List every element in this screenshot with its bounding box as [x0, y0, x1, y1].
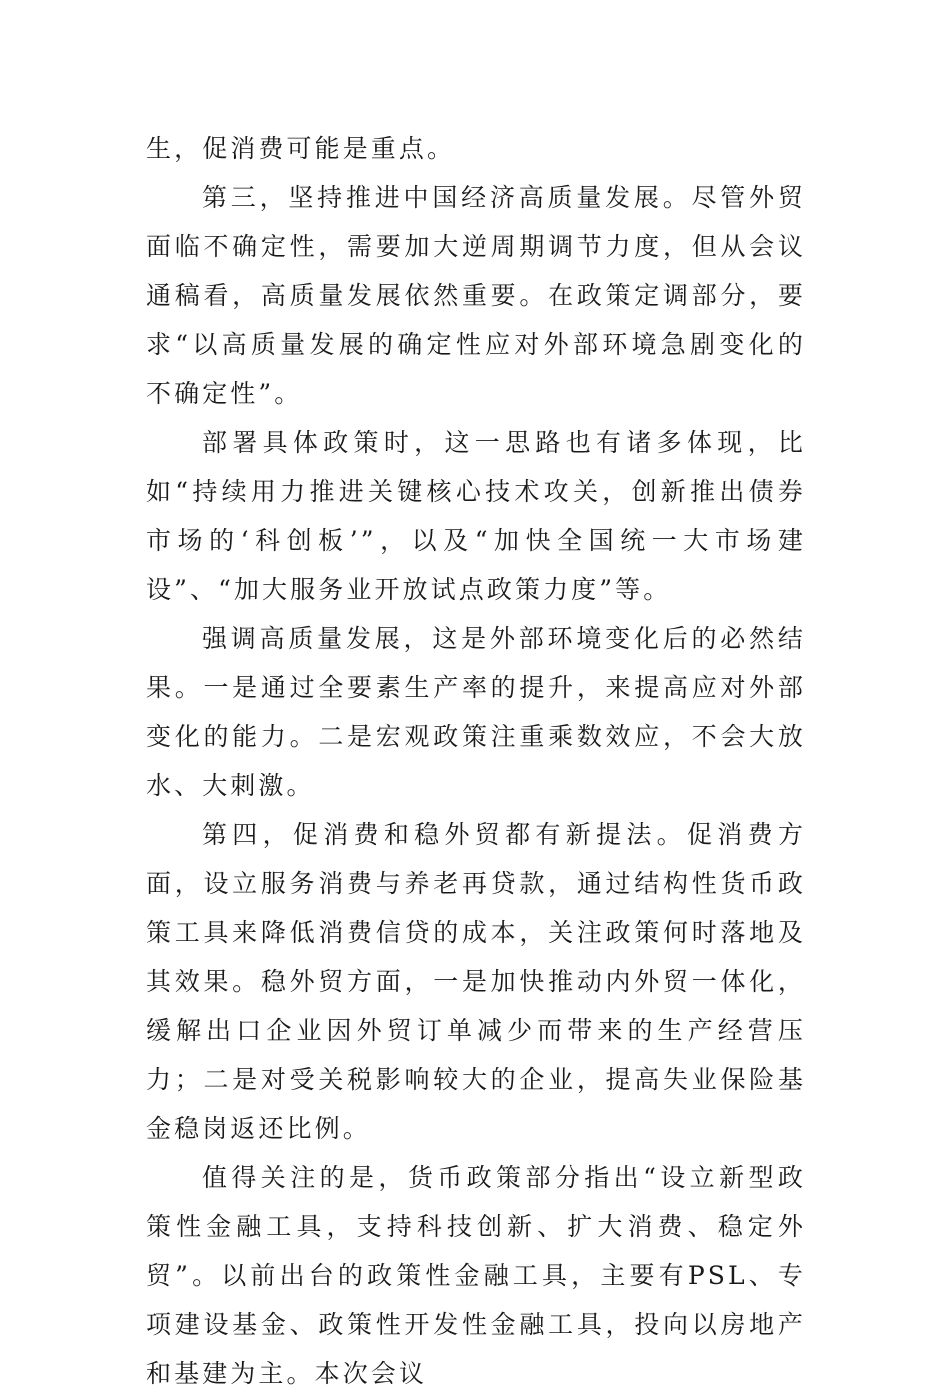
paragraph-3: 部署具体政策时，这一思路也有诸多体现，比如“持续用力推进关键核心技术攻关，创新推出债券市场的‘科创板’”，以及“加快全国统一大市场建设”、“加大服务业开放试点政策力度”等。 [146, 428, 806, 604]
paragraph-1: 生，促消费可能是重点。 [146, 134, 456, 163]
paragraph-5: 第四，促消费和稳外贸都有新提法。促消费方面，设立服务消费与养老再贷款，通过结构性货币政策工具来降低消费信贷的成本，关注政策何时落地及其效果。稳外贸方面，一是加快推动内外贸一体化，缓解出口企业因外贸订单减少而带来的生产经营压力；二是对受关税影响较大的企业，提高失业保险基金稳岗返还比例。 [146, 820, 806, 1143]
paragraph-4: 强调高质量发展，这是外部环境变化后的必然结果。一是通过全要素生产率的提升，来提高应对外部变化的能力。二是宏观政策注重乘数效应，不会大放水、大刺激。 [146, 624, 806, 800]
paragraph-2: 第三，坚持推进中国经济高质量发展。尽管外贸面临不确定性，需要加大逆周期调节力度，但从会议通稿看，高质量发展依然重要。在政策定调部分，要求“以高质量发展的确定性应对外部环境急剧变化的不确定性”。 [146, 183, 806, 408]
paragraph-6: 值得关注的是，货币政策部分指出“设立新型政策性金融工具，支持科技创新、扩大消费、稳定外贸”。以前出台的政策性金融工具，主要有PSL、专项建设基金、政策性开发性金融工具，投向以房地产和基建为主。本次会议 [146, 1163, 806, 1388]
document-body [146, 124, 806, 1398]
